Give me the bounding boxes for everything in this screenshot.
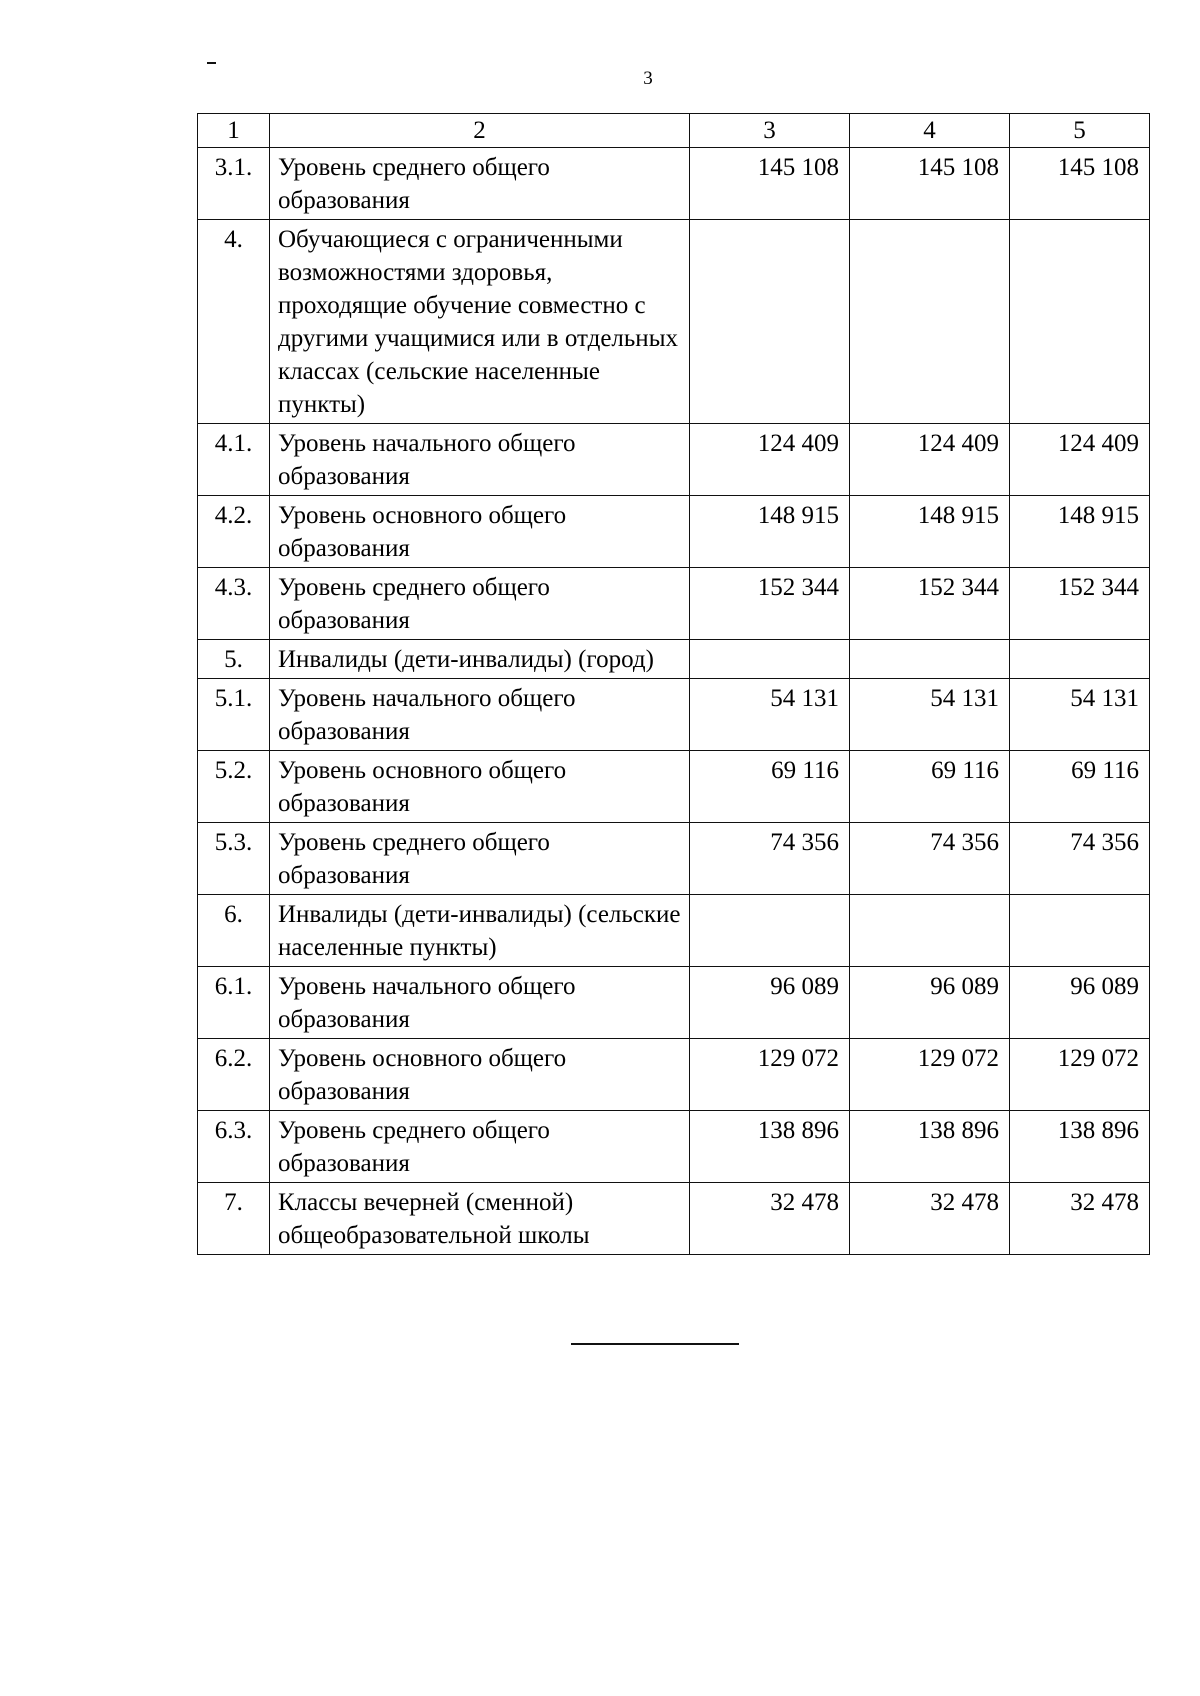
row-label-cell: Уровень начального общего образования (270, 679, 690, 751)
value-cell-col5: 145 108 (1010, 148, 1150, 220)
row-number-cell: 5. (198, 640, 270, 679)
value-cell-col5: 54 131 (1010, 679, 1150, 751)
stray-dash-mark (207, 62, 216, 64)
row-label-cell: Уровень среднего общего образования (270, 568, 690, 640)
table-header-row (198, 114, 1150, 148)
table-row (198, 496, 1150, 568)
header-cell: 2 (270, 114, 690, 148)
value-cell-col5 (1010, 895, 1150, 967)
table-row (198, 1039, 1150, 1111)
row-number-cell: 4.1. (198, 424, 270, 496)
header-cell: 1 (198, 114, 270, 148)
header-cell: 4 (850, 114, 1010, 148)
value-cell-col4: 96 089 (850, 967, 1010, 1039)
value-cell-col3: 129 072 (690, 1039, 850, 1111)
row-label-cell: Уровень среднего общего образования (270, 1111, 690, 1183)
value-cell-col5 (1010, 640, 1150, 679)
value-cell-col3: 74 356 (690, 823, 850, 895)
end-rule (571, 1343, 739, 1345)
value-cell-col4: 69 116 (850, 751, 1010, 823)
row-number-cell: 6.3. (198, 1111, 270, 1183)
value-cell-col4: 54 131 (850, 679, 1010, 751)
row-number-cell: 4.2. (198, 496, 270, 568)
value-cell-col5: 148 915 (1010, 496, 1150, 568)
value-cell-col5: 32 478 (1010, 1183, 1150, 1255)
value-cell-col3: 124 409 (690, 424, 850, 496)
row-label-cell: Классы вечерней (сменной) общеобразовательной школы (270, 1183, 690, 1255)
table-row (198, 568, 1150, 640)
row-label-cell: Уровень начального общего образования (270, 967, 690, 1039)
row-label-cell: Инвалиды (дети-инвалиды) (город) (270, 640, 690, 679)
row-number-cell: 7. (198, 1183, 270, 1255)
row-label-cell: Уровень основного общего образования (270, 496, 690, 568)
table-row (198, 1111, 1150, 1183)
row-number-cell: 4. (198, 220, 270, 424)
row-number-cell: 6. (198, 895, 270, 967)
row-number-cell: 3.1. (198, 148, 270, 220)
table-row (198, 148, 1150, 220)
value-cell-col4: 74 356 (850, 823, 1010, 895)
table-row (198, 220, 1150, 424)
row-label-cell: Обучающиеся с ограниченными возможностями здоровья, проходящие обучение совместно с другими учащимися или в отдельных классах (сельские населенные пункты) (270, 220, 690, 424)
value-cell-col3: 152 344 (690, 568, 850, 640)
value-cell-col5: 152 344 (1010, 568, 1150, 640)
value-cell-col4: 138 896 (850, 1111, 1010, 1183)
row-label-cell: Инвалиды (дети-инвалиды) (сельские населенные пункты) (270, 895, 690, 967)
value-cell-col4 (850, 895, 1010, 967)
row-label-cell: Уровень основного общего образования (270, 751, 690, 823)
value-cell-col5: 74 356 (1010, 823, 1150, 895)
row-label-cell: Уровень основного общего образования (270, 1039, 690, 1111)
value-cell-col3: 96 089 (690, 967, 850, 1039)
value-cell-col5: 124 409 (1010, 424, 1150, 496)
table-row (198, 679, 1150, 751)
row-number-cell: 5.1. (198, 679, 270, 751)
value-cell-col4: 32 478 (850, 1183, 1010, 1255)
table-row (198, 424, 1150, 496)
value-cell-col5: 138 896 (1010, 1111, 1150, 1183)
value-cell-col5: 96 089 (1010, 967, 1150, 1039)
header-cell: 5 (1010, 114, 1150, 148)
table-row (198, 895, 1150, 967)
row-number-cell: 5.2. (198, 751, 270, 823)
row-number-cell: 4.3. (198, 568, 270, 640)
value-cell-col3: 138 896 (690, 1111, 850, 1183)
value-cell-col3: 69 116 (690, 751, 850, 823)
row-number-cell: 5.3. (198, 823, 270, 895)
value-cell-col3: 32 478 (690, 1183, 850, 1255)
table-row (198, 640, 1150, 679)
table-row (198, 1183, 1150, 1255)
value-cell-col3 (690, 220, 850, 424)
table-row (198, 751, 1150, 823)
value-cell-col4: 124 409 (850, 424, 1010, 496)
value-cell-col3: 145 108 (690, 148, 850, 220)
value-cell-col4: 145 108 (850, 148, 1010, 220)
data-table (197, 113, 1150, 1255)
value-cell-col4 (850, 220, 1010, 424)
row-label-cell: Уровень среднего общего образования (270, 823, 690, 895)
value-cell-col4: 129 072 (850, 1039, 1010, 1111)
row-label-cell: Уровень начального общего образования (270, 424, 690, 496)
value-cell-col5 (1010, 220, 1150, 424)
value-cell-col5: 69 116 (1010, 751, 1150, 823)
row-number-cell: 6.2. (198, 1039, 270, 1111)
value-cell-col3 (690, 640, 850, 679)
value-cell-col5: 129 072 (1010, 1039, 1150, 1111)
value-cell-col4 (850, 640, 1010, 679)
value-cell-col3 (690, 895, 850, 967)
header-cell: 3 (690, 114, 850, 148)
value-cell-col3: 148 915 (690, 496, 850, 568)
page-number: 3 (643, 68, 653, 89)
row-number-cell: 6.1. (198, 967, 270, 1039)
value-cell-col4: 148 915 (850, 496, 1010, 568)
table-row (198, 823, 1150, 895)
value-cell-col4: 152 344 (850, 568, 1010, 640)
table-row (198, 967, 1150, 1039)
value-cell-col3: 54 131 (690, 679, 850, 751)
row-label-cell: Уровень среднего общего образования (270, 148, 690, 220)
